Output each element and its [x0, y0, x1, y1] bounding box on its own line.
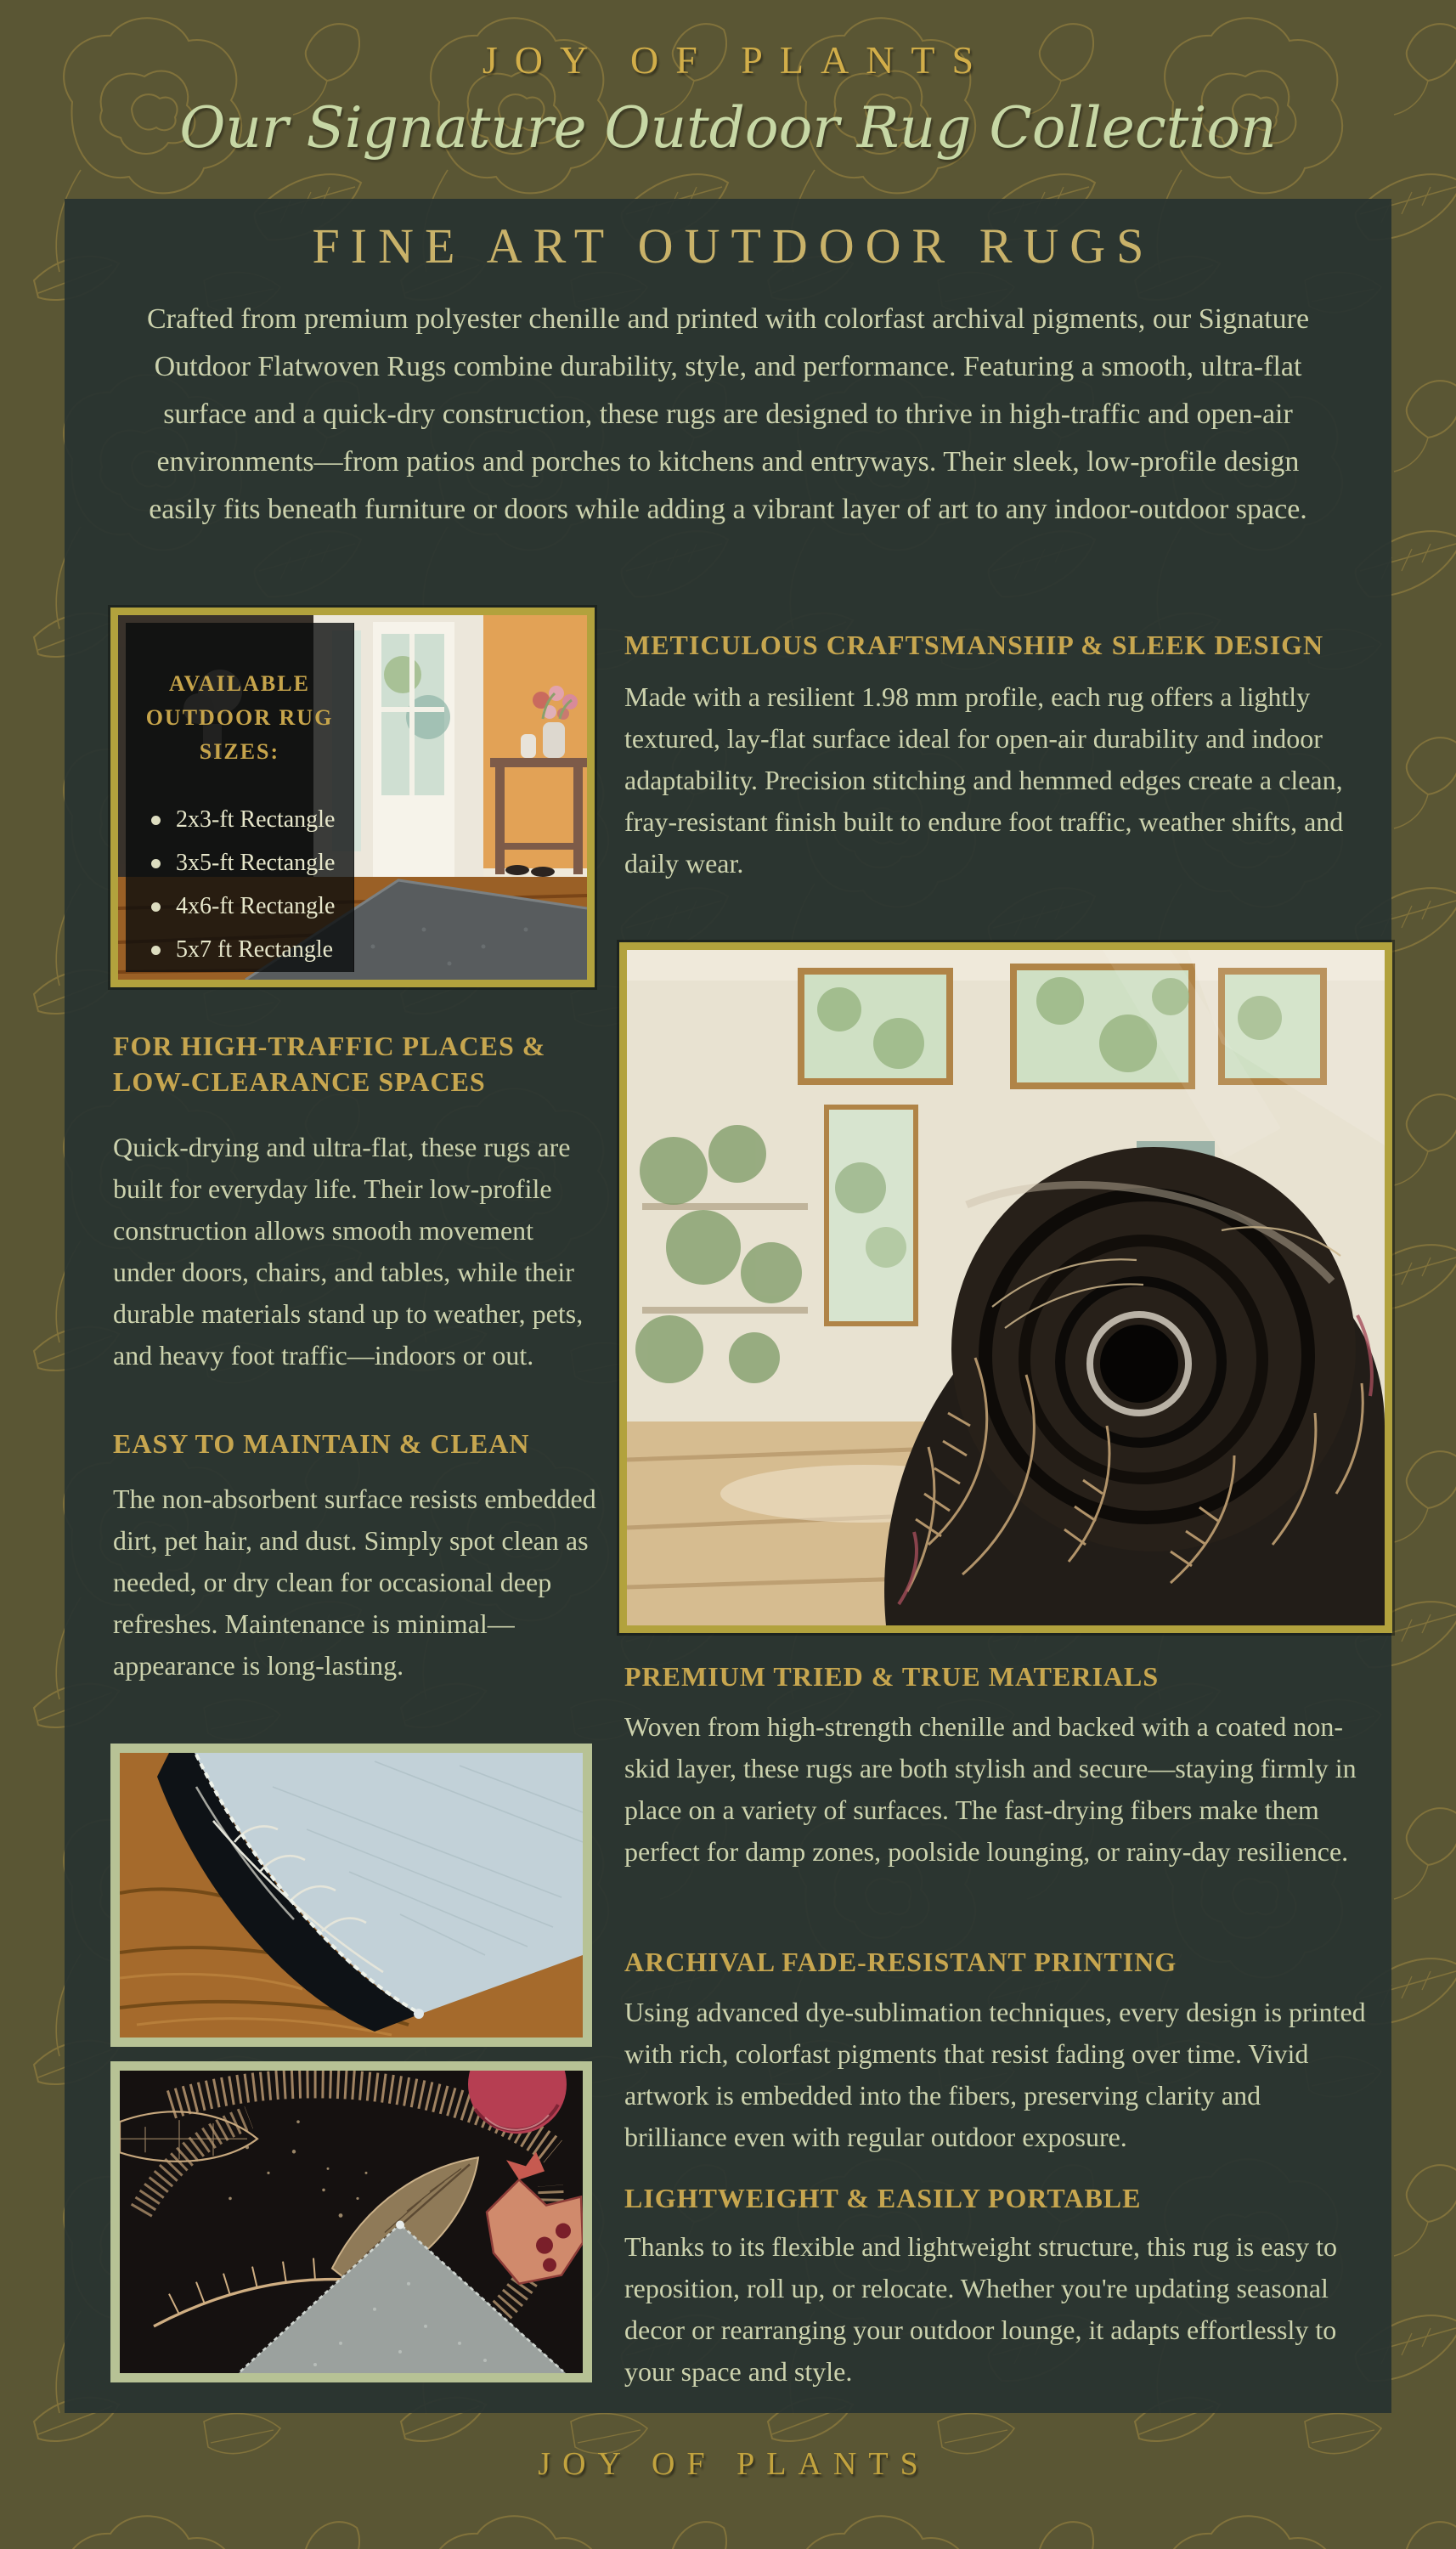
body-printing: Using advanced dye-sublimation techniques, every design is printed with rich, colorfast pigments that resist fading over time. Vivid artwork is embedded into the fibers, preserving clarity and brilliance even with regular outdoor exposure. — [624, 1997, 1366, 2152]
page-title: FINE ART OUTDOOR RUGS — [312, 218, 1155, 274]
sizes-list — [151, 806, 353, 964]
body-craftsmanship: Made with a resilient 1.98 mm profile, each rug offers a lightly textured, lay-flat surface ideal for open-air durability and indoor adaptability. Precision stitching and hemmed edges create a clean, fray-resistant finish built to endure foot traffic, weather shifts, and daily wear. — [624, 681, 1344, 879]
footer-brand: JOY OF PLANTS — [538, 2446, 930, 2482]
size-item — [151, 806, 353, 834]
heading-high-traffic: FOR HIGH-TRAFFIC PLACES & LOW-CLEARANCE SPACES — [113, 1031, 546, 1097]
brand-title: JOY OF PLANTS — [482, 38, 991, 82]
bullet-dot — [151, 859, 161, 868]
pomegranate-rug-photo — [120, 2071, 583, 2373]
body-portable: Thanks to its flexible and lightweight structure, this rug is easy to reposition, roll up, or relocate. Whether you're updating seasonal decor or rearranging your outdoor lounge, it adapts effortlessly to your space and style. — [624, 2231, 1337, 2387]
sizes-card — [110, 608, 595, 987]
bullet-dot — [151, 902, 161, 912]
rolled-rug-photo — [627, 950, 1385, 1625]
pomegranate-rug-photo-frame — [110, 2061, 592, 2382]
sizes-heading: AVAILABLE OUTDOOR RUG SIZES: — [145, 671, 334, 764]
body-maintain: The non-absorbent surface resists embedded dirt, pet hair, and dust. Simply spot clean as needed, or dry clean for occasional deep refreshes. Maintenance is minimal—appearance is long-lasting. — [113, 1484, 596, 1681]
collection-subtitle: Our Signature Outdoor Rug Collection — [179, 95, 1277, 161]
size-item — [151, 850, 353, 877]
body-materials: Woven from high-strength chenille and backed with a coated non-skid layer, these rugs are both stylish and secure—staying firmly in place on a variety of surfaces. The fast-drying fibers make them perfect for damp zones, poolside lounging, or rainy-day resilience. — [624, 1711, 1357, 1867]
bullet-dot — [151, 946, 161, 955]
size-item-label: 3x5-ft Rectangle — [176, 850, 336, 876]
bullet-dot — [151, 816, 161, 825]
body-high-traffic: Quick-drying and ultra-flat, these rugs are built for everyday life. Their low-profile construction allows smooth movement under doors, chairs, and tables, while their durable materials stand up to weather, pets, and heavy foot traffic—indoors or out. — [113, 1132, 584, 1371]
heading-printing: ARCHIVAL FADE-RESISTANT PRINTING — [624, 1947, 1177, 1977]
heading-craftsmanship: METICULOUS CRAFTSMANSHIP & SLEEK DESIGN — [624, 630, 1324, 660]
size-item-label: 2x3-ft Rectangle — [176, 806, 336, 833]
size-item — [151, 893, 353, 920]
rolled-rug-photo-frame — [619, 942, 1392, 1633]
heading-portable: LIGHTWEIGHT & EASILY PORTABLE — [624, 2183, 1142, 2213]
size-item-label: 4x6-ft Rectangle — [176, 893, 336, 919]
intro-paragraph: Crafted from premium polyester chenille and printed with colorfast archival pigments, our Signature Outdoor Flatwoven Rugs combine durability, style, and performance. Featuring a smooth, ultra-flat surface and a quick-dry construction, these rugs are designed to thrive in high-traffic and open-air environments—from patios and porches to kitchens and entryways. Their sleek, low-profile design easily fits beneath furniture or doors while adding a vibrant layer of art to any indoor-outdoor space. — [146, 303, 1310, 525]
backing-fold-photo — [120, 1753, 583, 2038]
sizes-overlay — [126, 623, 354, 972]
heading-materials: PREMIUM TRIED & TRUE MATERIALS — [624, 1661, 1160, 1692]
size-item-label: 5x7 ft Rectangle — [176, 936, 334, 963]
heading-maintain: EASY TO MAINTAIN & CLEAN — [113, 1428, 530, 1459]
backing-fold-photo-frame — [110, 1744, 592, 2047]
size-item — [151, 936, 353, 964]
